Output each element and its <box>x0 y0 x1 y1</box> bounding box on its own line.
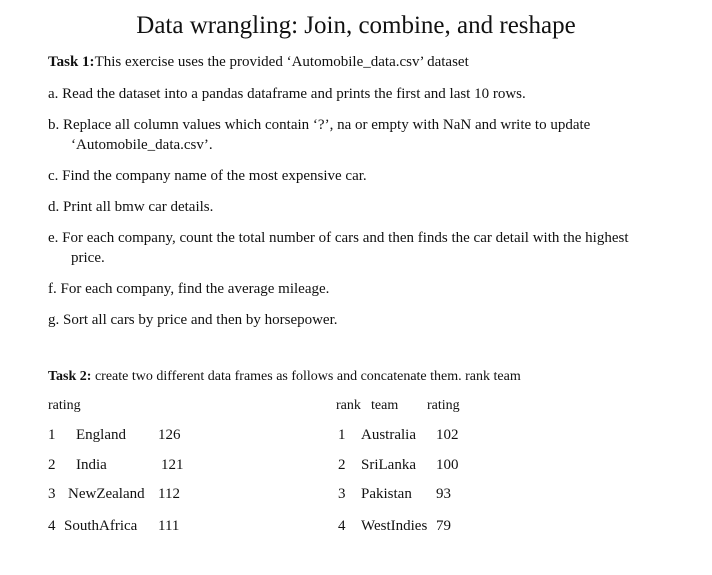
left-row-2-rank: 2 <box>48 457 56 473</box>
task1-item-b: b. Replace all column values which contain ‘?’, na or empty with NaN and write to update <box>48 117 591 133</box>
task1-intro <box>48 54 469 71</box>
left-row-2-rating: 121 <box>161 457 184 473</box>
right-row-1-rank: 1 <box>338 427 346 443</box>
left-row-1-rank: 1 <box>48 427 56 443</box>
left-row-1-rating: 126 <box>158 427 181 443</box>
task1-item-f: f. For each company, find the average mileage. <box>48 281 330 297</box>
task1-intro-text: This exercise uses the provided ‘Automobile_data.csv’ dataset <box>94 54 469 70</box>
left-row-4-rank: 4 <box>48 518 56 534</box>
page-title: Data wrangling: Join, combine, and reshape <box>136 12 576 39</box>
right-row-3-rank: 3 <box>338 486 346 502</box>
task2-intro-text: create two different data frames as follows and concatenate them. rank team <box>94 369 521 384</box>
right-row-1-team: Australia <box>361 427 416 443</box>
left-row-4-rating: 111 <box>158 518 180 534</box>
right-row-1-rating: 102 <box>436 427 459 443</box>
right-row-2-rating: 100 <box>436 457 459 473</box>
task1-item-c: c. Find the company name of the most expensive car. <box>48 168 367 184</box>
task2-intro <box>48 369 521 385</box>
right-row-3-team: Pakistan <box>361 486 412 502</box>
right-row-2-team: SriLanka <box>361 457 416 473</box>
right-row-4-rank: 4 <box>338 518 346 534</box>
right-table-header-rating: rating <box>427 398 460 413</box>
task2-label: Task 2: <box>48 369 92 384</box>
right-row-4-team: WestIndies <box>361 518 428 534</box>
left-row-3-rank: 3 <box>48 486 56 502</box>
right-table-header-team: team <box>371 398 399 413</box>
task1-item-b-continued: ‘Automobile_data.csv’. <box>71 137 213 153</box>
task1-label: Task 1: <box>48 54 95 70</box>
left-row-2-team: India <box>76 457 107 473</box>
left-row-1-team: England <box>76 427 126 443</box>
left-row-3-team: NewZealand <box>68 486 145 502</box>
task1-item-e-continued: price. <box>71 250 105 266</box>
right-row-3-rating: 93 <box>436 486 451 502</box>
task1-item-a: a. Read the dataset into a pandas dataframe and prints the first and last 10 rows. <box>48 86 526 102</box>
right-row-4-rating: 79 <box>436 518 451 534</box>
right-row-2-rank: 2 <box>338 457 346 473</box>
left-row-4-team: SouthAfrica <box>64 518 138 534</box>
right-table-header-rank: rank <box>336 398 361 413</box>
left-row-3-rating: 112 <box>158 486 180 502</box>
task1-item-e: e. For each company, count the total number of cars and then finds the car detail with the highest <box>48 230 629 246</box>
task1-item-g: g. Sort all cars by price and then by horsepower. <box>48 312 338 328</box>
task1-item-d: d. Print all bmw car details. <box>48 199 214 215</box>
left-table-header-rating: rating <box>48 398 81 413</box>
